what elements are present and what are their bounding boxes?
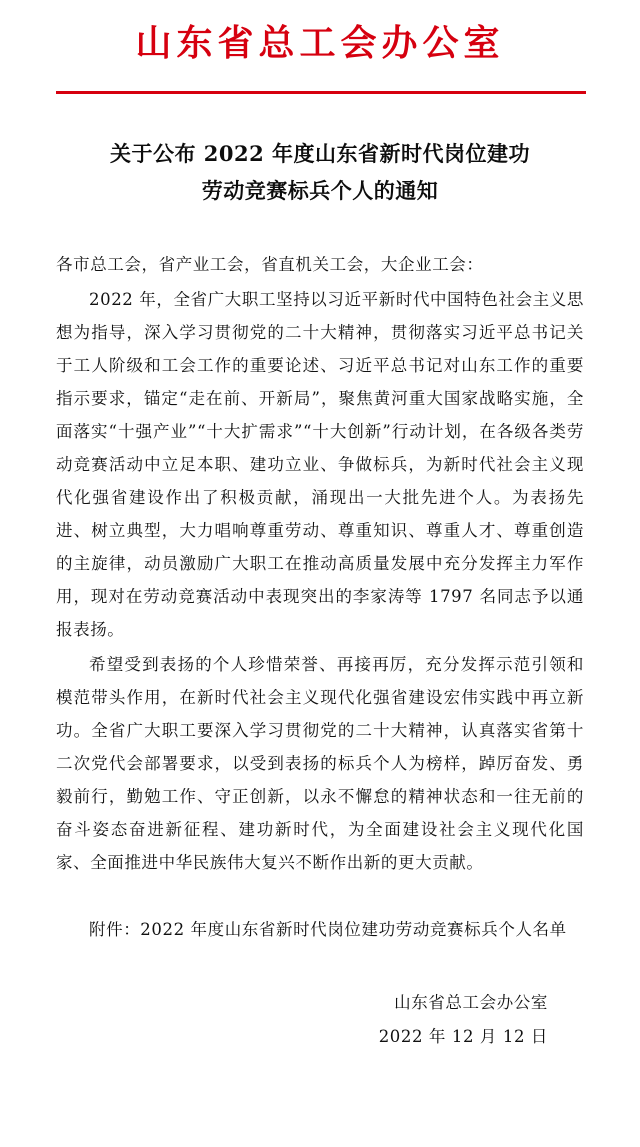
letterhead-organization: 山东省总工会办公室 <box>135 22 505 64</box>
signature-date: 2022 年 12 月 12 日 <box>378 1027 548 1047</box>
page-title <box>56 136 584 210</box>
body-paragraph-1: 2022 年，全省广大职工坚持以习近平新时代中国特色社会主义思想为指导，深入学习贯彻党的二十大精神，贯彻落实习近平总书记关于工人阶级和工会工作的重要论述、习近平总书记对山东工作的重要指示要求，锚定“走在前、开新局”，聚焦黄河重大国家战略实施，全面落实“十强产业”“十大扩需求”“十大创新”行动计划，在各级各类劳动竞赛活动中立足本职、建功立业、争做标兵，为新时代社会主义现代化强省建设作出了积极贡献，涌现出一大批先进个人。为表扬先进、树立典型，大力唱响尊重劳动、尊重知识、尊重人才、尊重创造的主旋律，动员激励广大职工在推动高质量发展中充分发挥主力军作用，现对在劳动竞赛活动中表现突出的李家涛等 1797 名同志予以通报表扬。 <box>56 289 584 639</box>
letterhead <box>56 0 584 94</box>
salutation: 各市总工会，省产业工会，省直机关工会，大企业工会： <box>56 254 484 274</box>
body-paragraph-2: 希望受到表扬的个人珍惜荣誉、再接再厉，充分发挥示范引领和模范带头作用，在新时代社会主义现代化强省建设宏伟实践中再立新功。全省广大职工要深入学习贯彻党的二十大精神，认真落实省第十二次党代会部署要求，以受到表扬的标兵个人为榜样，踔厉奋发、勇毅前行，勤勉工作、守正创新，以永不懈怠的精神状态和一往无前的奋斗姿态奋进新征程、建功新时代，为全面建设社会主义现代化国家、全面推进中华民族伟大复兴不断作出新的更大贡献。 <box>56 654 584 872</box>
signer-name: 山东省总工会办公室 <box>394 992 548 1012</box>
signature-block <box>56 986 584 1055</box>
page-title-line-2: 劳动竞赛标兵个人的通知 <box>201 177 439 203</box>
letterhead-divider <box>56 91 586 94</box>
attachment-note: 附件：2022 年度山东省新时代岗位建功劳动竞赛标兵个人名单 <box>89 919 567 939</box>
page-title-line-1: 关于公布 2022 年度山东省新时代岗位建功 <box>109 141 531 167</box>
document-body <box>56 248 584 879</box>
